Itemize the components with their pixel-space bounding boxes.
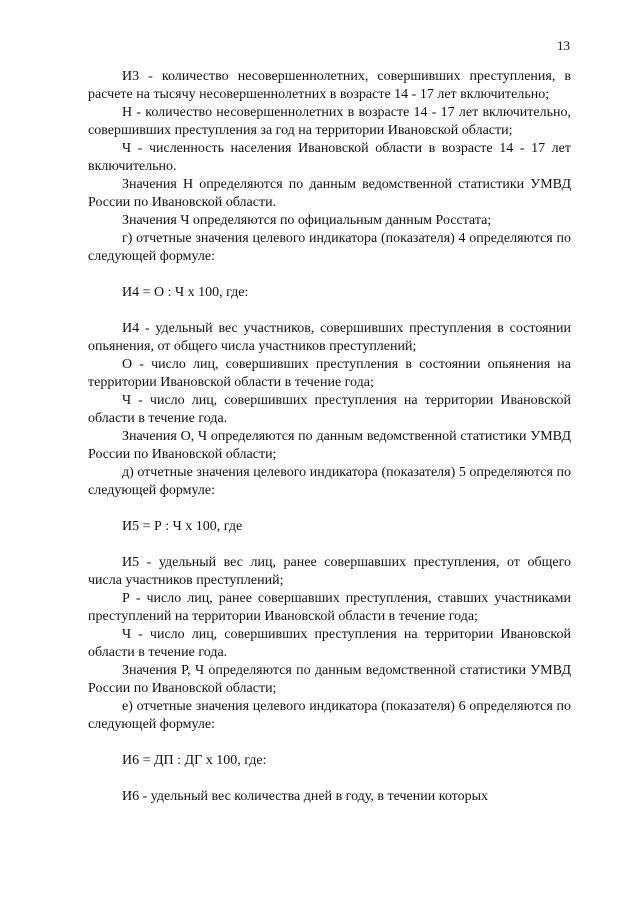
paragraph-indicator-4-intro: г) отчетные значения целевого индикатора (показателя) 4 определяются по следующей формуле: (88, 231, 571, 264)
paragraph-o-ch-source: Значения О, Ч определяются по данным ведомственной статистики УМВД России по Ивановской области; (88, 429, 571, 462)
paragraph-i5-definition: И5 - удельный вес лиц, ранее совершавших преступления, от общего числа участников преступлений; (88, 555, 571, 588)
paragraph-ch-source: Значения Ч определяются по официальным данным Росстата; (122, 213, 492, 228)
paragraph-indicator-5-intro: д) отчетные значения целевого индикатора (показателя) 5 определяются по следующей формуле: (88, 465, 571, 498)
formula-i4: И4 = О : Ч х 100, где: (122, 285, 249, 300)
page-number: 13 (557, 38, 570, 53)
formula-i5: И5 = Р : Ч х 100, где (122, 519, 243, 534)
document-body (88, 68, 571, 806)
formula-i6: И6 = ДП : ДГ х 100, где: (122, 753, 267, 768)
paragraph-r-ch-source: Значения Р, Ч определяются по данным ведомственной статистики УМВД России по Ивановской области; (88, 663, 571, 696)
paragraph-n-definition: Н - количество несовершеннолетних в возрасте 14 - 17 лет включительно, совершивших преступления за год на территории Ивановской области; (88, 105, 571, 138)
paragraph-o-definition: О - число лиц, совершивших преступления в состоянии опьянения на территории Ивановской области в течение года; (88, 357, 571, 390)
paragraph-i6-definition: И6 - удельный вес количества дней в году, в течении которых (122, 789, 488, 804)
paragraph-ch-definition-2: Ч - число лиц, совершивших преступления на территории Ивановской области в течение года. (88, 393, 571, 426)
paragraph-ch-definition: Ч - численность населения Ивановской области в возрасте 14 - 17 лет включительно. (88, 141, 571, 174)
paragraph-ch-definition-3: Ч - число лиц, совершивших преступления на территории Ивановской области в течение года. (88, 627, 571, 660)
paragraph-indicator-6-intro: е) отчетные значения целевого индикатора (показателя) 6 определяются по следующей формуле: (88, 699, 571, 732)
paragraph-i4-definition: И4 - удельный вес участников, совершивших преступления в состоянии опьянения, от общего числа участников преступлений; (88, 321, 571, 354)
paragraph-i3-definition: И3 - количество несовершеннолетних, совершивших преступления, в расчете на тысячу несовершеннолетних в возрасте 14 - 17 лет включительно; (88, 69, 571, 102)
paragraph-r-definition: Р - число лиц, ранее совершавших преступления, ставших участниками преступлений на территории Ивановской области в течение года; (88, 591, 571, 624)
paragraph-n-source: Значения Н определяются по данным ведомственной статистики УМВД России по Ивановской области. (88, 177, 571, 210)
